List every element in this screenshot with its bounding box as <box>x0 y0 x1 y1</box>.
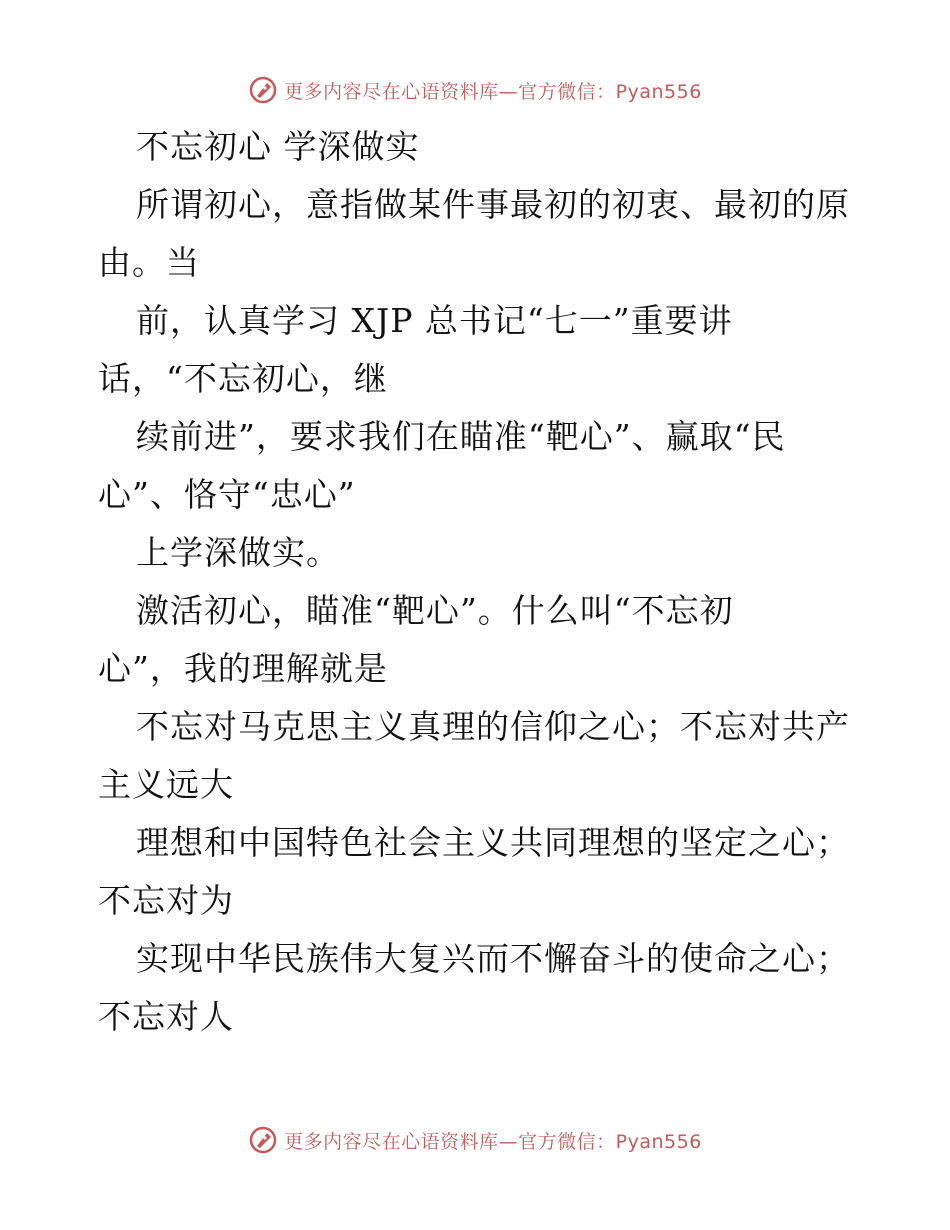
text-line: 由。当 <box>98 243 200 282</box>
watermark-text: 更多内容尽在心语资料库—官方微信：Pyan556 <box>284 1130 702 1153</box>
text-line: 话，“不忘初心，继 <box>98 359 388 398</box>
watermark-text: 更多内容尽在心语资料库—官方微信：Pyan556 <box>284 80 702 103</box>
pen-nib-logo-icon <box>248 75 278 105</box>
text-line: 所谓初心，意指做某件事最初的初衷、最初的原 <box>136 185 850 224</box>
text-line: 不忘对马克思主义真理的信仰之心；不忘对共产 <box>136 707 850 746</box>
header-watermark <box>0 70 950 110</box>
text-line: 心”，我的理解就是 <box>98 649 388 688</box>
pen-nib-logo-icon <box>248 1125 278 1155</box>
text-line: 续前进”，要求我们在瞄准“靶心”、赢取“民 <box>136 417 786 456</box>
text-line: 激活初心，瞄准“靶心”。什么叫“不忘初 <box>136 591 734 630</box>
document-body <box>98 118 858 1046</box>
text-line: 不忘对为 <box>98 881 234 920</box>
footer-watermark <box>0 1120 950 1160</box>
text-line: 不忘初心 学深做实 <box>136 127 420 166</box>
text-line: 主义远大 <box>98 765 234 804</box>
text-line: 不忘对人 <box>98 997 234 1036</box>
text-line: 心”、恪守“忠心” <box>98 475 356 514</box>
text-line: 前，认真学习 XJP 总书记“七一”重要讲 <box>136 301 733 340</box>
text-line: 实现中华民族伟大复兴而不懈奋斗的使命之心； <box>136 939 850 978</box>
text-line: 上学深做实。 <box>136 533 340 572</box>
text-line: 理想和中国特色社会主义共同理想的坚定之心； <box>136 823 850 862</box>
